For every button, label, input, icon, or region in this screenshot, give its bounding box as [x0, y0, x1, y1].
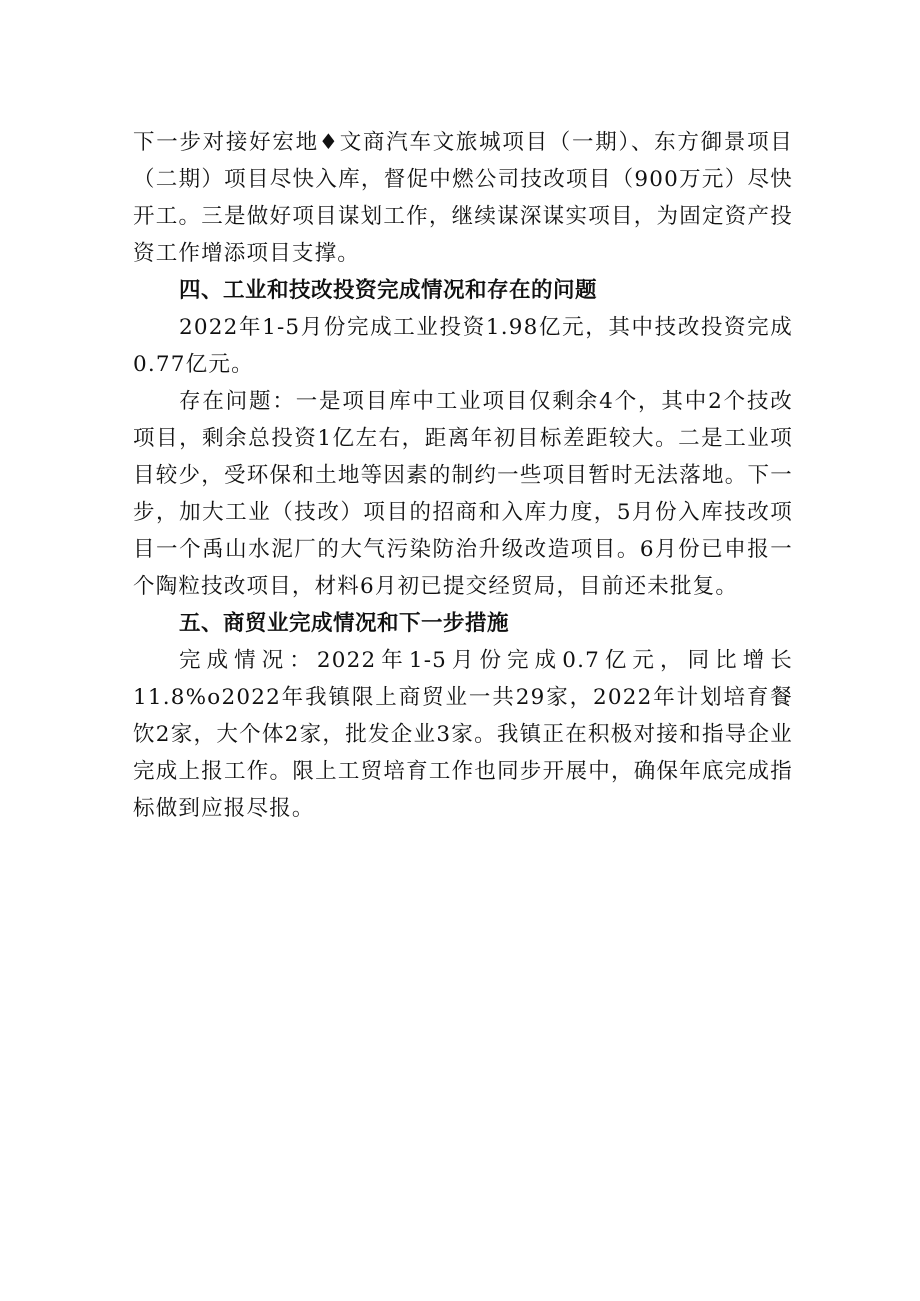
section-heading-four: 四、工业和技改投资完成情况和存在的问题	[179, 278, 598, 303]
paragraph-commerce-status: 完成情况：2022年1-5月份完成0.7亿元，同比增长11.8%o2022年我镇限上商贸业一共29家，2022年计划培育餐饮2家，大个体2家，批发企业3家。我镇正在积极对接和指导企业完成上报工作。限上工贸培育工作也同步开展中，确保年底完成指标做到应报尽报。	[133, 648, 793, 821]
section-heading-five: 五、商贸业完成情况和下一步措施	[179, 611, 510, 636]
paragraph-industrial-investment: 2022年1-5月份完成工业投资1.98亿元，其中技改投资完成0.77亿元。	[133, 315, 793, 377]
paragraph-continuation: 下一步对接好宏地♦文商汽车文旅城项目（一期）、东方御景项目（二期）项目尽快入库，督促中燃公司技改项目（900万元）尽快开工。三是做好项目谋划工作，继续谋深谋实项目，为固定资产投资工作增添项目支撑。	[133, 130, 793, 266]
paragraph-existing-problems: 存在问题：一是项目库中工业项目仅剩余4个，其中2个技改项目，剩余总投资1亿左右，距离年初目标差距较大。二是工业项目较少，受环保和土地等因素的制约一些项目暂时无法落地。下一步，加大工业（技改）项目的招商和入库力度，5月份入库技改项目一个禹山水泥厂的大气污染防治升级改造项目。6月份已申报一个陶粒技改项目，材料6月初已提交经贸局，目前还未批复。	[133, 389, 793, 599]
document-body	[133, 124, 793, 827]
